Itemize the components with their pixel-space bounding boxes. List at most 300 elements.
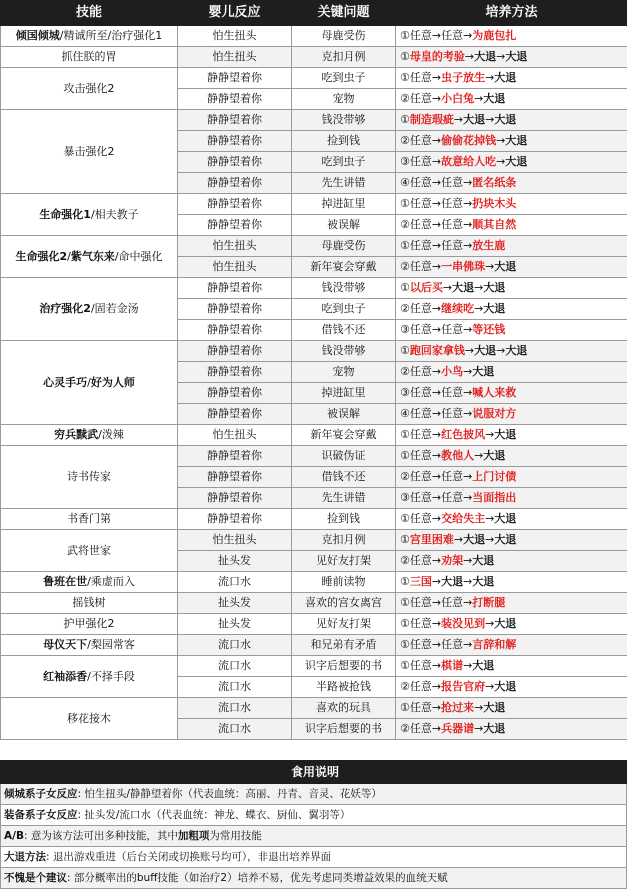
key-question-cell: 新年宴会穿戴: [292, 257, 396, 278]
key-question-cell: 先生讲错: [292, 488, 396, 509]
skill-text: 摇钱树: [73, 596, 106, 609]
note-text: [1, 805, 627, 826]
table-row: [1, 68, 627, 89]
skill-text: /相夫教子: [91, 208, 139, 221]
method-text: 大退: [505, 134, 527, 147]
method-text: 大退: [483, 302, 505, 315]
skill-cell: [1, 593, 178, 614]
method-text: 大退: [483, 722, 505, 735]
method-text: 大退: [463, 113, 485, 126]
note-span: : 意为该方法可出多种技能，其中: [24, 830, 178, 842]
method-text: ②任意→: [400, 302, 441, 315]
method-text: →: [465, 50, 474, 63]
note-text: [1, 826, 627, 847]
method-text: ①任意→: [400, 617, 441, 630]
method-text: ④任意→任意→: [400, 176, 472, 189]
method-cell: [396, 194, 627, 215]
note-text: [1, 847, 627, 868]
method-text: ①: [400, 50, 410, 63]
reaction-cell: 扯头发: [178, 551, 292, 572]
skill-text: /梨园常客: [87, 638, 135, 651]
method-text: ①任意→: [400, 428, 441, 441]
table-row: [1, 509, 627, 530]
note-span: 倾城系子女反应: [4, 788, 78, 800]
method-text: 宫里困难: [410, 533, 454, 546]
table-row: [1, 530, 627, 551]
method-text: →: [474, 722, 483, 735]
note-row: [1, 847, 627, 868]
key-question-cell: 被误解: [292, 404, 396, 425]
method-cell: [396, 551, 627, 572]
reaction-cell: 静静望着你: [178, 341, 292, 362]
method-text: →: [474, 449, 483, 462]
skill-text: 生命强化2: [15, 250, 67, 263]
method-text: ①任意→任意→: [400, 596, 472, 609]
key-question-cell: 喜欢的玩具: [292, 698, 396, 719]
key-question-cell: 识破伪证: [292, 446, 396, 467]
method-cell: [396, 446, 627, 467]
key-question-cell: 被误解: [292, 215, 396, 236]
note-span: : 退出游戏重进（后台关闭或切换账号均可），非退出培养界面: [46, 851, 331, 863]
skill-cell: [1, 26, 178, 47]
key-question-cell: 克扣月例: [292, 530, 396, 551]
skill-text: 武将世家: [67, 544, 111, 557]
reaction-cell: 怕生扭头: [178, 257, 292, 278]
method-text: 大退: [505, 155, 527, 168]
method-text: ②任意→: [400, 680, 441, 693]
reaction-cell: 流口水: [178, 572, 292, 593]
table-row: [1, 194, 627, 215]
header-method: 培养方法: [396, 1, 627, 26]
method-text: 交给失主: [441, 512, 485, 525]
method-text: ②任意→: [400, 722, 441, 735]
key-question-cell: 见好友打架: [292, 551, 396, 572]
method-text: 为鹿包扎: [472, 29, 516, 42]
key-question-cell: 宠物: [292, 89, 396, 110]
method-text: 棋谱: [441, 659, 463, 672]
reaction-cell: 怕生扭头: [178, 425, 292, 446]
note-span: 为常用技能: [209, 830, 262, 842]
notes-title: 食用说明: [1, 761, 627, 784]
reaction-cell: 流口水: [178, 635, 292, 656]
method-text: 三国: [410, 575, 432, 588]
header-key-question: 关键问题: [292, 1, 396, 26]
method-text: 虫子放生: [441, 71, 485, 84]
method-text: →: [496, 134, 505, 147]
table-row: [1, 593, 627, 614]
method-cell: [396, 47, 627, 68]
method-text: 顺其自然: [472, 218, 516, 231]
method-text: →: [485, 512, 494, 525]
reaction-cell: 静静望着你: [178, 467, 292, 488]
key-question-cell: 识字后想要的书: [292, 656, 396, 677]
method-text: →: [463, 659, 472, 672]
method-text: 大退: [472, 659, 494, 672]
skill-cell: [1, 68, 178, 110]
reaction-cell: 静静望着你: [178, 362, 292, 383]
method-text: 等还钱: [472, 323, 505, 336]
method-text: 大退: [474, 50, 496, 63]
method-text: 当面指出: [472, 491, 516, 504]
method-text: →: [485, 113, 494, 126]
method-text: →: [474, 281, 483, 294]
key-question-cell: 钱没带够: [292, 341, 396, 362]
method-text: 一串佛珠: [441, 260, 485, 273]
note-span: 装备系子女反应: [4, 809, 78, 821]
skill-text: 抓住朕的胃: [62, 50, 117, 63]
method-text: ②任意→: [400, 92, 441, 105]
method-text: 大退: [494, 617, 516, 630]
method-text: 小白兔: [441, 92, 474, 105]
reaction-cell: 静静望着你: [178, 488, 292, 509]
method-text: 红色披风: [441, 428, 485, 441]
key-question-cell: 见好友打架: [292, 614, 396, 635]
method-cell: [396, 89, 627, 110]
reaction-cell: 静静望着你: [178, 404, 292, 425]
table-row: [1, 572, 627, 593]
method-text: ①任意→: [400, 701, 441, 714]
method-text: ②任意→: [400, 134, 441, 147]
skill-cell: [1, 278, 178, 341]
method-text: 大退: [494, 533, 516, 546]
method-cell: [396, 530, 627, 551]
method-cell: [396, 173, 627, 194]
method-text: ①任意→: [400, 512, 441, 525]
method-text: 言辞和解: [472, 638, 516, 651]
note-span: : 怕生扭头/静静望着你（代表血统：高丽、丹青、音灵、花妖等）: [78, 788, 382, 800]
method-text: →: [485, 680, 494, 693]
method-text: 抢过来: [441, 701, 474, 714]
skill-text: 心灵手巧: [43, 376, 87, 389]
method-text: 扔块木头: [472, 197, 516, 210]
method-text: ①: [400, 344, 410, 357]
reaction-cell: 静静望着你: [178, 173, 292, 194]
note-span: 大退方法: [4, 851, 46, 863]
key-question-cell: 吃到虫子: [292, 152, 396, 173]
method-cell: [396, 236, 627, 257]
method-text: 大退: [483, 281, 505, 294]
note-span: : 部分概率出的buff技能（如治疗2）培养不易，优先考虑同类增益效果的血统天赋: [67, 872, 448, 884]
skill-text: /不择手段: [87, 670, 135, 683]
skill-cell: [1, 47, 178, 68]
skill-cell: [1, 656, 178, 698]
method-text: →: [454, 533, 463, 546]
key-question-cell: 吃到虫子: [292, 299, 396, 320]
reaction-cell: 静静望着你: [178, 320, 292, 341]
method-text: →: [485, 260, 494, 273]
reaction-cell: 流口水: [178, 677, 292, 698]
method-text: 大退: [494, 428, 516, 441]
reaction-cell: 流口水: [178, 656, 292, 677]
reaction-cell: 怕生扭头: [178, 26, 292, 47]
key-question-cell: 母鹿受伤: [292, 26, 396, 47]
method-cell: [396, 26, 627, 47]
skill-cell: [1, 446, 178, 509]
skill-text: /精诚所至/治疗强化1: [60, 29, 162, 42]
method-text: →: [465, 344, 474, 357]
method-cell: [396, 719, 627, 740]
note-span: A/B: [4, 830, 24, 842]
table-row: [1, 446, 627, 467]
key-question-cell: 睡前读物: [292, 572, 396, 593]
method-text: 大退: [494, 680, 516, 693]
reaction-cell: 怕生扭头: [178, 47, 292, 68]
method-text: 跑回家拿钱: [410, 344, 465, 357]
method-text: ③任意→: [400, 155, 441, 168]
method-text: ④任意→任意→: [400, 407, 472, 420]
method-cell: [396, 467, 627, 488]
method-text: 大退: [494, 113, 516, 126]
method-cell: [396, 320, 627, 341]
method-text: 偷偷花掉钱: [441, 134, 496, 147]
method-cell: [396, 215, 627, 236]
method-cell: [396, 257, 627, 278]
skill-cell: [1, 509, 178, 530]
table-row: [1, 614, 627, 635]
method-text: →: [485, 71, 494, 84]
table-row: [1, 26, 627, 47]
method-text: ①: [400, 281, 410, 294]
method-text: 母皇的考验: [410, 50, 465, 63]
method-text: 大退: [474, 344, 496, 357]
key-question-cell: 借钱不还: [292, 320, 396, 341]
skill-cell: [1, 194, 178, 236]
table-row: [1, 698, 627, 719]
method-text: ①: [400, 113, 410, 126]
method-text: ②任意→: [400, 365, 441, 378]
method-text: 说服对方: [472, 407, 516, 420]
reaction-cell: 静静望着你: [178, 194, 292, 215]
note-row: [1, 805, 627, 826]
method-text: ②任意→: [400, 554, 441, 567]
reaction-cell: 流口水: [178, 719, 292, 740]
skill-text: 鲁班在世: [43, 575, 87, 588]
header-reaction: 婴儿反应: [178, 1, 292, 26]
method-text: ①任意→任意→: [400, 239, 472, 252]
method-text: ③任意→任意→: [400, 491, 472, 504]
method-cell: [396, 383, 627, 404]
method-text: 大退: [483, 449, 505, 462]
key-question-cell: 吃到虫子: [292, 68, 396, 89]
key-question-cell: 掉进缸里: [292, 194, 396, 215]
reaction-cell: 静静望着你: [178, 215, 292, 236]
key-question-cell: 识字后想要的书: [292, 719, 396, 740]
skill-text: /乘虚而入: [87, 575, 135, 588]
table-header-row: [1, 1, 627, 26]
note-span: : 扯头发/流口水（代表血统：神龙、蝶衣、厨仙、翼羽等）: [78, 809, 351, 821]
reaction-cell: 静静望着你: [178, 110, 292, 131]
reaction-cell: 静静望着你: [178, 131, 292, 152]
method-text: ①: [400, 575, 410, 588]
key-question-cell: 喜欢的宫女离宫: [292, 593, 396, 614]
method-text: 喊人来救: [472, 386, 516, 399]
key-question-cell: 捡到钱: [292, 509, 396, 530]
reaction-cell: 静静望着你: [178, 89, 292, 110]
skill-cell: [1, 614, 178, 635]
skill-text: 母仪天下: [43, 638, 87, 651]
method-text: →: [454, 113, 463, 126]
method-text: 大退: [472, 365, 494, 378]
skill-text: /命中强化: [115, 250, 163, 263]
method-text: →: [463, 554, 472, 567]
method-text: 故意给人吃: [441, 155, 496, 168]
key-question-cell: 克扣月例: [292, 47, 396, 68]
skill-cell: [1, 530, 178, 572]
skill-text: 生命强化1: [39, 208, 91, 221]
skill-cell: [1, 341, 178, 425]
key-question-cell: 宠物: [292, 362, 396, 383]
method-text: 大退: [441, 575, 463, 588]
method-text: →: [463, 365, 472, 378]
table-row: [1, 656, 627, 677]
skill-text: 暴击强化2: [64, 145, 115, 158]
method-cell: [396, 110, 627, 131]
note-row: [1, 784, 627, 805]
method-cell: [396, 278, 627, 299]
method-text: ①: [400, 533, 410, 546]
skill-text: 穷兵黩武: [54, 428, 98, 441]
method-cell: [396, 299, 627, 320]
method-text: →: [443, 281, 452, 294]
header-skill: 技能: [1, 1, 178, 26]
table-row: [1, 110, 627, 131]
method-text: 装没见到: [441, 617, 485, 630]
skill-text: 护甲强化2: [64, 617, 115, 630]
method-cell: [396, 488, 627, 509]
skill-cell: [1, 635, 178, 656]
reaction-cell: 静静望着你: [178, 299, 292, 320]
skill-text: 红袖添香: [43, 670, 87, 683]
skill-text: /: [87, 376, 91, 389]
method-cell: [396, 614, 627, 635]
skill-cell: [1, 110, 178, 194]
method-text: 继续吃: [441, 302, 474, 315]
method-text: 报告官府: [441, 680, 485, 693]
skill-text: /固若金汤: [91, 302, 139, 315]
method-text: ③任意→任意→: [400, 323, 472, 336]
skill-cell: [1, 698, 178, 740]
method-text: 打断腿: [472, 596, 505, 609]
method-cell: [396, 656, 627, 677]
method-text: ①任意→任意→: [400, 638, 472, 651]
key-question-cell: 新年宴会穿戴: [292, 425, 396, 446]
key-question-cell: 母鹿受伤: [292, 236, 396, 257]
method-text: 以后买: [410, 281, 443, 294]
method-cell: [396, 635, 627, 656]
skill-cell: [1, 572, 178, 593]
table-row: [1, 47, 627, 68]
method-text: 大退: [463, 533, 485, 546]
table-row: [1, 236, 627, 257]
method-text: ①任意→任意→: [400, 197, 472, 210]
method-text: 放生鹿: [472, 239, 505, 252]
key-question-cell: 掉进缸里: [292, 383, 396, 404]
reaction-cell: 静静望着你: [178, 383, 292, 404]
table-row: [1, 341, 627, 362]
method-text: →: [496, 155, 505, 168]
method-text: 大退: [505, 50, 527, 63]
reaction-cell: 静静望着你: [178, 68, 292, 89]
method-cell: [396, 425, 627, 446]
note-text: [1, 784, 627, 805]
method-text: 劝架: [441, 554, 463, 567]
method-cell: [396, 698, 627, 719]
reaction-cell: 怕生扭头: [178, 530, 292, 551]
method-cell: [396, 404, 627, 425]
skill-text: 好为人师: [91, 376, 135, 389]
skill-text: /: [67, 250, 71, 263]
method-cell: [396, 68, 627, 89]
method-text: 上门讨债: [472, 470, 516, 483]
reaction-cell: 静静望着你: [178, 446, 292, 467]
reaction-cell: 扯头发: [178, 593, 292, 614]
method-cell: [396, 593, 627, 614]
reaction-cell: 静静望着你: [178, 152, 292, 173]
method-text: 大退: [494, 71, 516, 84]
method-text: 兵器谱: [441, 722, 474, 735]
method-text: 小鸟: [441, 365, 463, 378]
key-question-cell: 借钱不还: [292, 467, 396, 488]
note-row: [1, 826, 627, 847]
skill-text: 倾国倾城: [16, 29, 60, 42]
note-span: 加粗项: [178, 830, 210, 842]
key-question-cell: 先生讲错: [292, 173, 396, 194]
method-text: →: [485, 617, 494, 630]
skill-text: 书香门第: [67, 512, 111, 525]
table-row: [1, 278, 627, 299]
method-text: 大退: [472, 554, 494, 567]
method-text: 大退: [472, 575, 494, 588]
method-text: 大退: [494, 260, 516, 273]
skill-cell: [1, 236, 178, 278]
method-text: ①任意→: [400, 659, 441, 672]
reaction-cell: 怕生扭头: [178, 236, 292, 257]
table-row: [1, 635, 627, 656]
note-row: [1, 868, 627, 889]
method-text: ③任意→任意→: [400, 386, 472, 399]
method-text: 大退: [452, 281, 474, 294]
method-cell: [396, 152, 627, 173]
method-text: ②任意→任意→: [400, 218, 472, 231]
method-cell: [396, 572, 627, 593]
method-text: 大退: [494, 512, 516, 525]
method-text: ②任意→: [400, 260, 441, 273]
method-text: 匿名纸条: [472, 176, 516, 189]
method-text: ①任意→任意→: [400, 29, 472, 42]
method-text: ①任意→: [400, 71, 441, 84]
reaction-cell: 流口水: [178, 698, 292, 719]
reaction-cell: 扯头发: [178, 614, 292, 635]
method-text: →: [496, 344, 505, 357]
reaction-cell: 静静望着你: [178, 509, 292, 530]
method-text: ①任意→: [400, 449, 441, 462]
method-text: 制造瑕疵: [410, 113, 454, 126]
method-text: 大退: [483, 92, 505, 105]
skill-cell: [1, 425, 178, 446]
method-cell: [396, 341, 627, 362]
method-text: →: [474, 701, 483, 714]
method-text: →: [485, 533, 494, 546]
table-row: [1, 425, 627, 446]
usage-notes: [0, 760, 627, 889]
method-text: →: [485, 428, 494, 441]
reaction-cell: 静静望着你: [178, 278, 292, 299]
method-cell: [396, 131, 627, 152]
key-question-cell: 钱没带够: [292, 278, 396, 299]
method-text: ②任意→任意→: [400, 470, 472, 483]
method-text: →: [474, 92, 483, 105]
key-question-cell: 和兄弟有矛盾: [292, 635, 396, 656]
